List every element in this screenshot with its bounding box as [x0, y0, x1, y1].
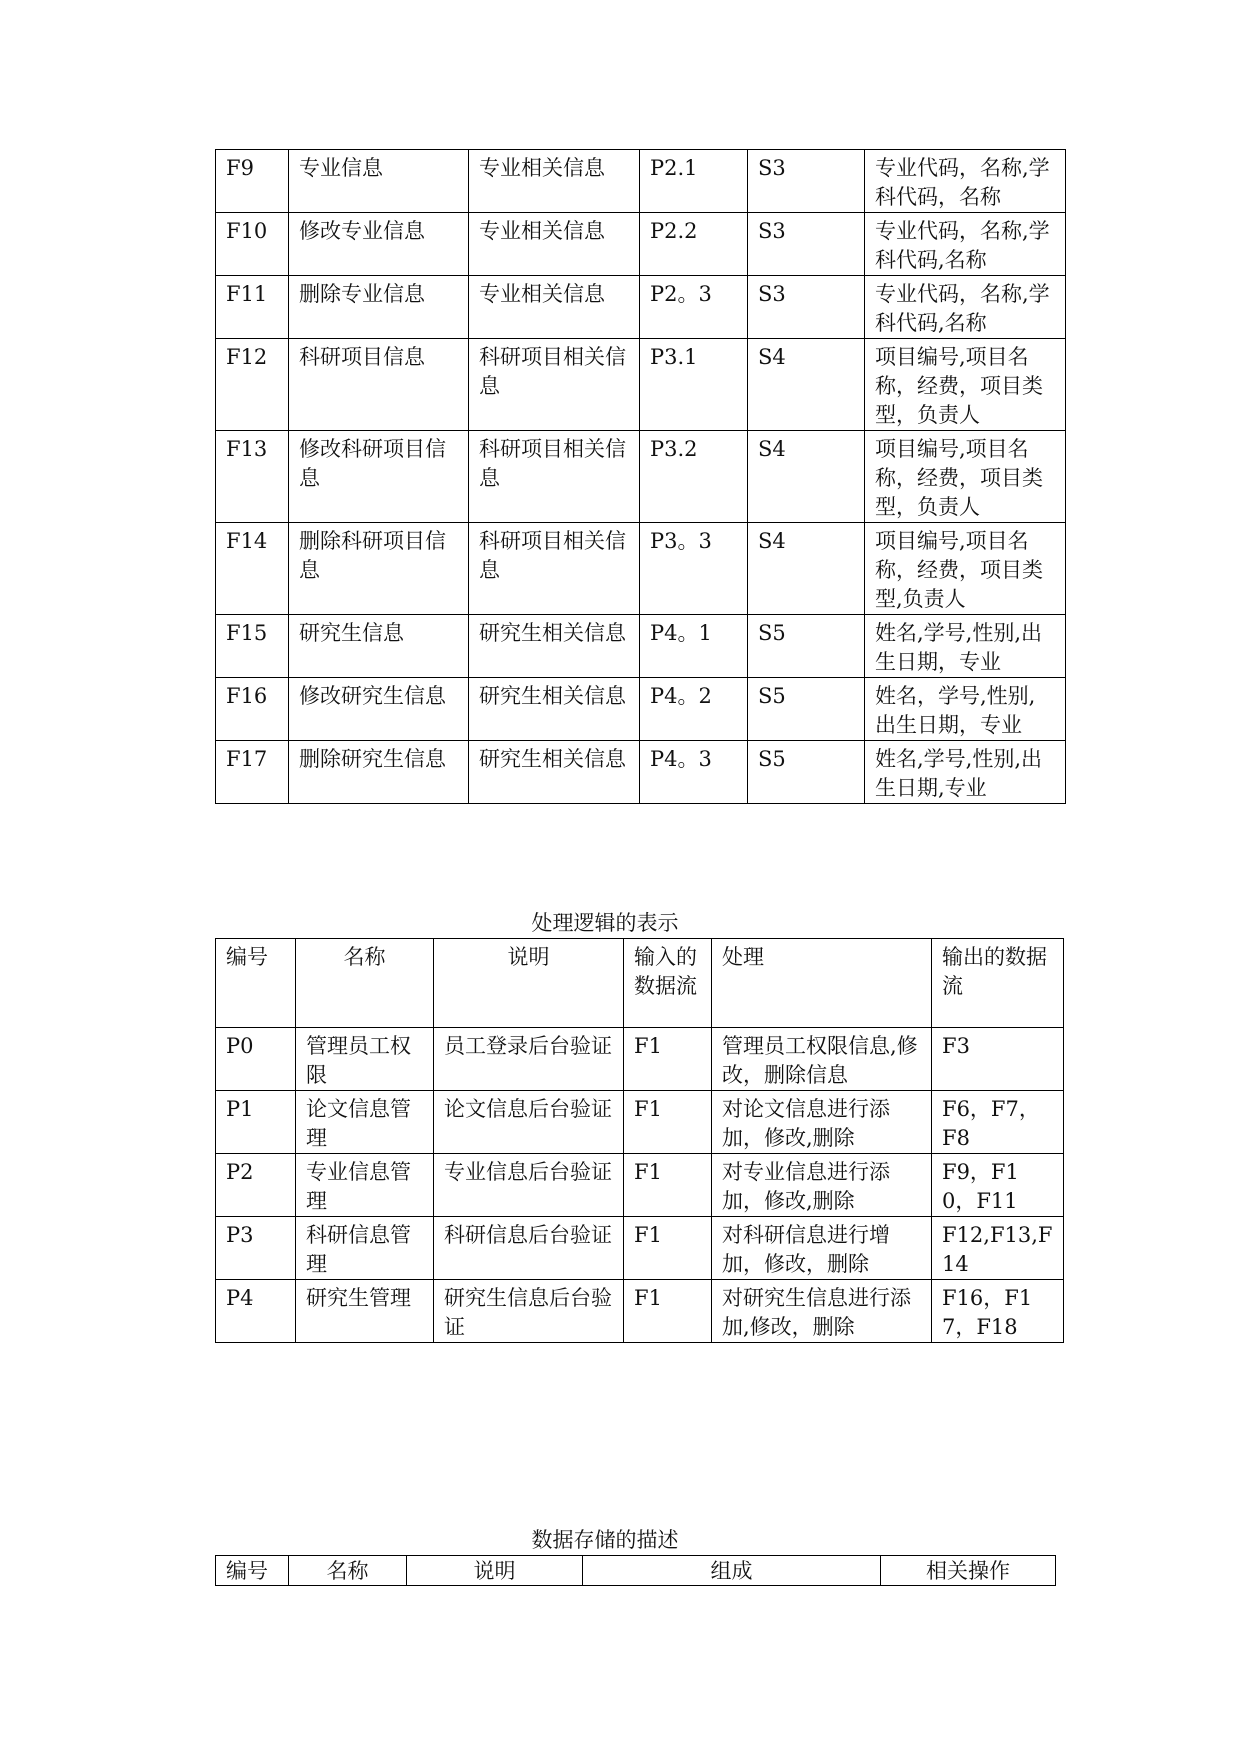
cell: F6，F7，F8: [932, 1091, 1064, 1154]
cell: 科研项目相关信息: [469, 339, 640, 431]
cell: P1: [216, 1091, 296, 1154]
cell: 项目编号,项目名称，经费，项目类型，负责人: [865, 339, 1066, 431]
cell: 研究生管理: [296, 1280, 434, 1343]
table-row: [216, 615, 1066, 678]
cell: 专业信息后台验证: [434, 1154, 624, 1217]
cell: 科研项目信息: [289, 339, 469, 431]
cell: P2.1: [640, 150, 748, 213]
cell: 项目编号,项目名称，经费，项目类型，负责人: [865, 431, 1066, 523]
cell: 对研究生信息进行添加,修改，删除: [712, 1280, 932, 1343]
data-flow-table: [215, 149, 1066, 804]
cell: 研究生信息: [289, 615, 469, 678]
cell: F15: [216, 615, 289, 678]
cell: F1: [624, 1217, 712, 1280]
cell: P2: [216, 1154, 296, 1217]
cell: F13: [216, 431, 289, 523]
cell: 姓名,学号,性别,出生日期，专业: [865, 615, 1066, 678]
table-row: [216, 339, 1066, 431]
process-table-title: 处理逻辑的表示: [531, 911, 679, 935]
table-row: [216, 213, 1066, 276]
header-cell: 处理: [712, 939, 932, 1028]
cell: 论文信息管理: [296, 1091, 434, 1154]
cell: P2.2: [640, 213, 748, 276]
cell: 研究生相关信息: [469, 678, 640, 741]
table-row: [216, 276, 1066, 339]
cell: 管理员工权限: [296, 1028, 434, 1091]
cell: 科研信息管理: [296, 1217, 434, 1280]
cell: F9，F10，F11: [932, 1154, 1064, 1217]
cell: F16，F17，F18: [932, 1280, 1064, 1343]
cell: P4。2: [640, 678, 748, 741]
cell: S3: [748, 213, 865, 276]
cell: 修改专业信息: [289, 213, 469, 276]
cell: F11: [216, 276, 289, 339]
cell: 姓名,学号,性别,出生日期,专业: [865, 741, 1066, 804]
cell: 对专业信息进行添加，修改,删除: [712, 1154, 932, 1217]
table-row: [216, 1154, 1064, 1217]
cell: 专业代码，名称,学科代码，名称: [865, 150, 1066, 213]
header-cell: 组成: [583, 1556, 881, 1586]
cell: 修改科研项目信息: [289, 431, 469, 523]
cell: S3: [748, 276, 865, 339]
header-cell: 编号: [216, 939, 296, 1028]
cell: P3: [216, 1217, 296, 1280]
cell: 研究生相关信息: [469, 741, 640, 804]
cell: 专业代码，名称,学科代码,名称: [865, 213, 1066, 276]
table-row: [216, 678, 1066, 741]
cell: 科研项目相关信息: [469, 431, 640, 523]
table-row: [216, 523, 1066, 615]
cell: P4: [216, 1280, 296, 1343]
cell: F3: [932, 1028, 1064, 1091]
cell: F16: [216, 678, 289, 741]
cell: F12,F13,F14: [932, 1217, 1064, 1280]
table-row: [216, 1217, 1064, 1280]
header-cell: 相关操作: [881, 1556, 1056, 1586]
cell: F1: [624, 1028, 712, 1091]
cell: S4: [748, 523, 865, 615]
cell: S5: [748, 678, 865, 741]
cell: 专业信息: [289, 150, 469, 213]
cell: 项目编号,项目名称，经费，项目类型,负责人: [865, 523, 1066, 615]
cell: 专业相关信息: [469, 150, 640, 213]
table-header-row: [216, 939, 1064, 1028]
cell: P3.2: [640, 431, 748, 523]
table-row: [216, 1028, 1064, 1091]
header-cell: 名称: [296, 939, 434, 1028]
cell: 修改研究生信息: [289, 678, 469, 741]
cell: 姓名，学号,性别,出生日期，专业: [865, 678, 1066, 741]
table-row: [216, 1091, 1064, 1154]
cell: 删除科研项目信息: [289, 523, 469, 615]
cell: 删除专业信息: [289, 276, 469, 339]
cell: P4。3: [640, 741, 748, 804]
cell: 专业代码，名称,学科代码,名称: [865, 276, 1066, 339]
cell: 科研信息后台验证: [434, 1217, 624, 1280]
cell: P4。1: [640, 615, 748, 678]
cell: F17: [216, 741, 289, 804]
cell: P3。3: [640, 523, 748, 615]
cell: 对科研信息进行增加，修改，删除: [712, 1217, 932, 1280]
cell: 研究生相关信息: [469, 615, 640, 678]
header-cell: 编号: [216, 1556, 289, 1586]
table-header-row: [216, 1556, 1056, 1586]
header-cell: 说明: [434, 939, 624, 1028]
header-cell: 说明: [407, 1556, 583, 1586]
cell: 专业相关信息: [469, 276, 640, 339]
header-cell: 输入的数据流: [624, 939, 712, 1028]
cell: 专业相关信息: [469, 213, 640, 276]
cell: 员工登录后台验证: [434, 1028, 624, 1091]
cell: 科研项目相关信息: [469, 523, 640, 615]
cell: F14: [216, 523, 289, 615]
cell: 管理员工权限信息,修改，删除信息: [712, 1028, 932, 1091]
cell: P2。3: [640, 276, 748, 339]
cell: S5: [748, 615, 865, 678]
cell: F12: [216, 339, 289, 431]
cell: 专业信息管理: [296, 1154, 434, 1217]
storage-table-title: 数据存储的描述: [531, 1528, 679, 1552]
header-cell: 输出的数据流: [932, 939, 1064, 1028]
cell: S3: [748, 150, 865, 213]
cell: 对论文信息进行添加，修改,删除: [712, 1091, 932, 1154]
header-cell: 名称: [289, 1556, 407, 1586]
cell: 论文信息后台验证: [434, 1091, 624, 1154]
data-storage-table: [215, 1555, 1056, 1586]
cell: S4: [748, 339, 865, 431]
cell: F10: [216, 213, 289, 276]
cell: F9: [216, 150, 289, 213]
table-row: [216, 1280, 1064, 1343]
cell: 删除研究生信息: [289, 741, 469, 804]
cell: 研究生信息后台验证: [434, 1280, 624, 1343]
cell: P0: [216, 1028, 296, 1091]
cell: F1: [624, 1154, 712, 1217]
cell: P3.1: [640, 339, 748, 431]
cell: S5: [748, 741, 865, 804]
table-row: [216, 431, 1066, 523]
cell: S4: [748, 431, 865, 523]
table-row: [216, 741, 1066, 804]
process-logic-table: [215, 938, 1064, 1343]
cell: F1: [624, 1280, 712, 1343]
cell: F1: [624, 1091, 712, 1154]
table-row: [216, 150, 1066, 213]
